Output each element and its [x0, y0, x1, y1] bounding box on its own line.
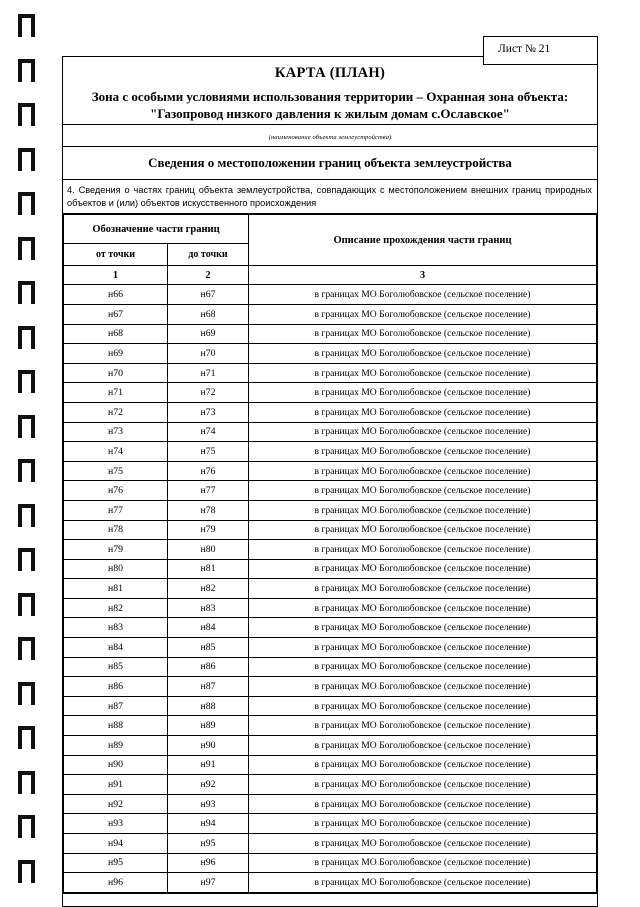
- title-block: [63, 57, 597, 125]
- table-row: [64, 736, 597, 756]
- comb-binding-hole-icon: [18, 370, 35, 393]
- comb-binding-hole-icon: [18, 637, 35, 660]
- cell-to-point: н76: [168, 461, 249, 481]
- cell-description: в границах МО Боголюбовское (сельское поселение): [249, 755, 597, 775]
- cell-description: в границах МО Боголюбовское (сельское поселение): [249, 442, 597, 462]
- table-row: [64, 442, 597, 462]
- comb-binding-hole-icon: [18, 192, 35, 215]
- table-row: [64, 500, 597, 520]
- table-row: [64, 696, 597, 716]
- cell-description: в границах МО Боголюбовское (сельское поселение): [249, 304, 597, 324]
- comb-binding-hole-icon: [18, 682, 35, 705]
- cell-description: в границах МО Боголюбовское (сельское поселение): [249, 618, 597, 638]
- cell-to-point: н77: [168, 481, 249, 501]
- cell-to-point: н94: [168, 814, 249, 834]
- borders-table: [63, 214, 597, 892]
- cell-from-point: н73: [64, 422, 168, 442]
- cell-from-point: н79: [64, 540, 168, 560]
- cell-to-point: н88: [168, 696, 249, 716]
- cell-from-point: н74: [64, 442, 168, 462]
- table-row: [64, 579, 597, 599]
- cell-description: в границах МО Боголюбовское (сельское поселение): [249, 481, 597, 501]
- cell-to-point: н71: [168, 363, 249, 383]
- table-row: [64, 657, 597, 677]
- cell-from-point: н78: [64, 520, 168, 540]
- table-row: [64, 540, 597, 560]
- cell-description: в границах МО Боголюбовское (сельское поселение): [249, 363, 597, 383]
- table-row: [64, 559, 597, 579]
- cell-to-point: н72: [168, 383, 249, 403]
- cell-to-point: н79: [168, 520, 249, 540]
- cell-from-point: н86: [64, 677, 168, 697]
- cell-description: в границах МО Боголюбовское (сельское поселение): [249, 461, 597, 481]
- table-head: [64, 215, 597, 285]
- table-row: [64, 775, 597, 795]
- cell-from-point: н90: [64, 755, 168, 775]
- cell-to-point: н74: [168, 422, 249, 442]
- cell-description: в границах МО Боголюбовское (сельское поселение): [249, 324, 597, 344]
- cell-from-point: н75: [64, 461, 168, 481]
- object-name-caption: (наименование объекта землеустройства): [268, 134, 392, 142]
- cell-description: в границах МО Боголюбовское (сельское поселение): [249, 500, 597, 520]
- cell-to-point: н90: [168, 736, 249, 756]
- document-frame: [62, 56, 598, 907]
- cell-to-point: н92: [168, 775, 249, 795]
- table-row: [64, 344, 597, 364]
- cell-to-point: н86: [168, 657, 249, 677]
- comb-binding-hole-icon: [18, 14, 35, 37]
- comb-binding-hole-icon: [18, 548, 35, 571]
- comb-binding-hole-icon: [18, 59, 35, 82]
- comb-binding-hole-icon: [18, 815, 35, 838]
- cell-description: в границах МО Боголюбовское (сельское поселение): [249, 520, 597, 540]
- cell-to-point: н89: [168, 716, 249, 736]
- cell-from-point: н85: [64, 657, 168, 677]
- table-row: [64, 755, 597, 775]
- table-row: [64, 814, 597, 834]
- comb-binding-hole-icon: [18, 593, 35, 616]
- cell-description: в границах МО Боголюбовское (сельское поселение): [249, 344, 597, 364]
- cell-from-point: н94: [64, 834, 168, 854]
- column-number-1: 1: [64, 266, 168, 285]
- table-row: [64, 794, 597, 814]
- cell-from-point: н87: [64, 696, 168, 716]
- table-header-row-group: [64, 215, 597, 244]
- table-row: [64, 304, 597, 324]
- comb-binding-hole-icon: [18, 459, 35, 482]
- table-row: [64, 638, 597, 658]
- table-row: [64, 618, 597, 638]
- cell-description: в границах МО Боголюбовское (сельское поселение): [249, 383, 597, 403]
- table-row: [64, 853, 597, 873]
- cell-to-point: н95: [168, 834, 249, 854]
- cell-from-point: н88: [64, 716, 168, 736]
- cell-from-point: н83: [64, 618, 168, 638]
- cell-description: в границах МО Боголюбовское (сельское поселение): [249, 402, 597, 422]
- cell-to-point: н83: [168, 598, 249, 618]
- cell-from-point: н81: [64, 579, 168, 599]
- binding-comb-margin: [0, 0, 60, 905]
- cell-from-point: н71: [64, 383, 168, 403]
- cell-from-point: н67: [64, 304, 168, 324]
- column-group-header-designation: Обозначение части границ: [64, 215, 249, 244]
- cell-description: в границах МО Боголюбовское (сельское поселение): [249, 598, 597, 618]
- cell-description: в границах МО Боголюбовское (сельское поселение): [249, 677, 597, 697]
- paragraph-block: [63, 180, 597, 214]
- cell-description: в границах МО Боголюбовское (сельское поселение): [249, 638, 597, 658]
- comb-binding-hole-icon: [18, 771, 35, 794]
- section-heading-block: [63, 147, 597, 180]
- table-row: [64, 598, 597, 618]
- cell-from-point: н96: [64, 873, 168, 893]
- object-subtitle-line2: "Газопровод низкого давления к жилым домам с.Ославское": [150, 105, 510, 121]
- comb-binding-hole-icon: [18, 504, 35, 527]
- comb-binding-hole-icon: [18, 148, 35, 171]
- cell-from-point: н89: [64, 736, 168, 756]
- table-row: [64, 422, 597, 442]
- cell-to-point: н69: [168, 324, 249, 344]
- section-heading: Сведения о местоположении границ объекта землеустройства: [148, 155, 512, 171]
- table-header-row-numbers: [64, 266, 597, 285]
- cell-from-point: н93: [64, 814, 168, 834]
- table-row: [64, 363, 597, 383]
- cell-from-point: н77: [64, 500, 168, 520]
- comb-binding-hole-icon: [18, 103, 35, 126]
- caption-block: [63, 125, 597, 147]
- cell-from-point: н76: [64, 481, 168, 501]
- cell-from-point: н66: [64, 285, 168, 305]
- column-number-2: 2: [168, 266, 249, 285]
- table-row: [64, 716, 597, 736]
- table-body: [64, 285, 597, 892]
- comb-binding-hole-icon: [18, 326, 35, 349]
- table-row: [64, 324, 597, 344]
- cell-from-point: н69: [64, 344, 168, 364]
- cell-description: в границах МО Боголюбовское (сельское поселение): [249, 736, 597, 756]
- cell-from-point: н84: [64, 638, 168, 658]
- table-row: [64, 481, 597, 501]
- table-row: [64, 520, 597, 540]
- cell-description: в границах МО Боголюбовское (сельское поселение): [249, 716, 597, 736]
- cell-from-point: н80: [64, 559, 168, 579]
- column-header-to-point: до точки: [168, 244, 249, 266]
- column-header-from-point: от точки: [64, 244, 168, 266]
- cell-to-point: н75: [168, 442, 249, 462]
- cell-from-point: н92: [64, 794, 168, 814]
- cell-description: в границах МО Боголюбовское (сельское поселение): [249, 696, 597, 716]
- cell-description: в границах МО Боголюбовское (сельское поселение): [249, 794, 597, 814]
- object-subtitle-line1: Зона с особыми условиями использования территории – Охранная зона объекта:: [91, 89, 569, 104]
- cell-to-point: н78: [168, 500, 249, 520]
- comb-binding-hole-icon: [18, 860, 35, 883]
- cell-description: в границах МО Боголюбовское (сельское поселение): [249, 657, 597, 677]
- table-footer-spacer: [63, 893, 597, 906]
- cell-description: в границах МО Боголюбовское (сельское поселение): [249, 834, 597, 854]
- cell-to-point: н85: [168, 638, 249, 658]
- cell-to-point: н97: [168, 873, 249, 893]
- cell-description: в границах МО Боголюбовское (сельское поселение): [249, 853, 597, 873]
- cell-from-point: н91: [64, 775, 168, 795]
- cell-description: в границах МО Боголюбовское (сельское поселение): [249, 559, 597, 579]
- cell-description: в границах МО Боголюбовское (сельское поселение): [249, 775, 597, 795]
- cell-from-point: н72: [64, 402, 168, 422]
- column-header-description: Описание прохождения части границ: [249, 215, 597, 266]
- page-title: КАРТА (ПЛАН): [274, 65, 386, 81]
- comb-binding-hole-icon: [18, 281, 35, 304]
- table-row: [64, 873, 597, 893]
- cell-description: в границах МО Боголюбовское (сельское поселение): [249, 579, 597, 599]
- cell-to-point: н80: [168, 540, 249, 560]
- cell-description: в границах МО Боголюбовское (сельское поселение): [249, 285, 597, 305]
- cell-to-point: н87: [168, 677, 249, 697]
- cell-description: в границах МО Боголюбовское (сельское поселение): [249, 540, 597, 560]
- cell-to-point: н68: [168, 304, 249, 324]
- cell-description: в границах МО Боголюбовское (сельское поселение): [249, 814, 597, 834]
- sheet-number-box: [483, 36, 598, 65]
- table-row: [64, 383, 597, 403]
- sheet-number-label: Лист № 21: [498, 43, 551, 55]
- cell-to-point: н93: [168, 794, 249, 814]
- cell-to-point: н73: [168, 402, 249, 422]
- table-row: [64, 285, 597, 305]
- comb-binding-hole-icon: [18, 237, 35, 260]
- cell-to-point: н96: [168, 853, 249, 873]
- cell-from-point: н68: [64, 324, 168, 344]
- cell-description: в границах МО Боголюбовское (сельское поселение): [249, 422, 597, 442]
- cell-from-point: н95: [64, 853, 168, 873]
- table-row: [64, 677, 597, 697]
- table-row: [64, 402, 597, 422]
- cell-to-point: н82: [168, 579, 249, 599]
- cell-from-point: н70: [64, 363, 168, 383]
- section-paragraph: 4. Сведения о частях границ объекта землеустройства, совпадающих с местоположением внешних границ природных объектов и (или) объектов искусственного происхождения: [67, 185, 592, 209]
- cell-to-point: н81: [168, 559, 249, 579]
- cell-to-point: н67: [168, 285, 249, 305]
- cell-from-point: н82: [64, 598, 168, 618]
- table-row: [64, 461, 597, 481]
- table-row: [64, 834, 597, 854]
- cell-description: в границах МО Боголюбовское (сельское поселение): [249, 873, 597, 893]
- cell-to-point: н84: [168, 618, 249, 638]
- comb-binding-hole-icon: [18, 415, 35, 438]
- column-number-3: 3: [249, 266, 597, 285]
- comb-binding-hole-icon: [18, 726, 35, 749]
- cell-to-point: н91: [168, 755, 249, 775]
- object-subtitle: [69, 89, 591, 122]
- cell-to-point: н70: [168, 344, 249, 364]
